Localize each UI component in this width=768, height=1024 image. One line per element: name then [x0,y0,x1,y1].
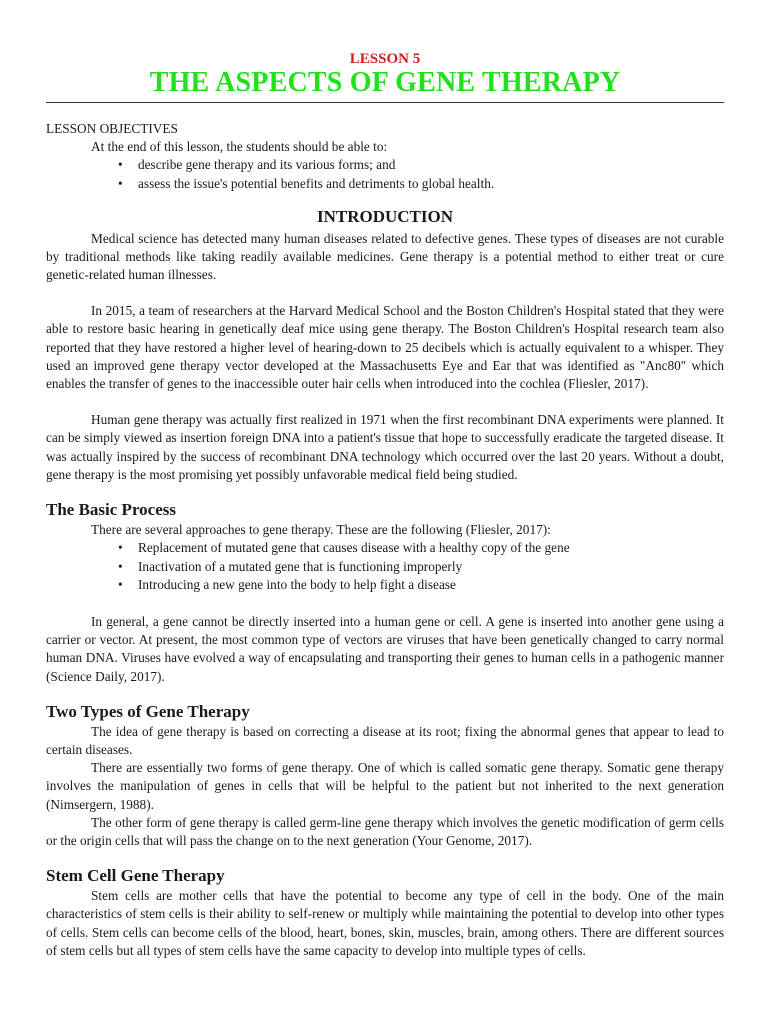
lesson-number: LESSON 5 [349,51,421,67]
list-item: • Replacement of mutated gene that causes disease with a healthy copy of the gene [118,539,724,558]
list-item: • assess the issue's potential benefits and detriments to global health. [118,175,724,194]
two-types-heading: Two Types of Gene Therapy [46,701,250,721]
document-page [46,0,724,960]
list-item: • describe gene therapy and its various forms; and [118,156,724,175]
objectives-list [46,156,724,193]
paragraph-gap [46,393,724,411]
objectives-intro: At the end of this lesson, the students should be able to: [91,139,388,155]
lesson-title: THE ASPECTS OF GENE THERAPY [149,67,621,98]
introduction-paragraph: In 2015, a team of researchers at the Harvard Medical School and the Boston Children's Hospital stated that they were able to restore basic hearing in genetically deaf mice using gene therapy. The Boston Children's Hospital research team also reported that they have restored a higher level of hearing-down to 25 decibels which is actually equivalent to a whisper. They used an improved gene therapy vector developed at the Massachusetts Eye and Ear that was identified as "Anc80" which enables the transfer of genes to the inaccessible outer hair cells when introduced into the cochlea (Fliesler, 2017). [46,303,724,392]
two-types-paragraph: The idea of gene therapy is based on correcting a disease at its root; fixing the abnormal genes that appear to lead to certain diseases. [46,723,724,758]
introduction-paragraph: Medical science has detected many human diseases related to defective genes. These types of diseases are not curable by traditional methods like taking readily available medicines. Gene therapy is a potential method to either treat or cure genetic-related human illnesses. [46,230,724,282]
basic-process-intro: There are several approaches to gene therapy. These are the following (Fliesler, 2017): [91,522,551,538]
basic-process-heading: The Basic Process [46,500,177,520]
stem-cell-paragraph: Stem cells are mother cells that have the potential to become any type of cell in the body. One of the main characteristics of stem cells is their ability to self-renew or multiply while maintaining the potential to develop into other types of cells. Stem cells can become cells of the blood, heart, bones, skin, muscles, brain, among others. There are different sources of stem cells but all types of stem cells have the same capacity to develop into multiple types of cells. [46,888,724,958]
basic-process-list [46,539,724,595]
two-types-paragraph: The other form of gene therapy is called germ-line gene therapy which involves the genetic modification of germ cells or the origin cells that will pass the change on to the next generation (Your Genome, 2017). [46,814,724,849]
stem-cell-heading: Stem Cell Gene Therapy [46,866,225,886]
list-item: • Introducing a new gene into the body to help fight a disease [118,576,724,595]
introduction-heading: INTRODUCTION [316,206,454,226]
paragraph-gap [46,284,724,302]
list-item: • Inactivation of a mutated gene that is functioning improperly [118,558,724,577]
title-divider [46,102,724,103]
objectives-heading: LESSON OBJECTIVES [46,121,178,136]
introduction-paragraph: Human gene therapy was actually first realized in 1971 when the first recombinant DNA experiments were planned. It can be simply viewed as insertion foreign DNA into a patient's tissue that hope to successfully eradicate the targeted disease. It was actually inspired by the success of recombinant DNA technology which occurred over the last 20 years. Without a doubt, gene therapy is the most promising yet possibly unfavorable medical field being studied. [46,412,724,482]
lesson-objectives [46,120,724,194]
two-types-paragraph: There are essentially two forms of gene therapy. One of which is called somatic gene therapy. Somatic gene therapy involves the manipulation of genes in cells that will be helpful to the patient but not inherited to the next generation (Nimsergern, 1988). [46,760,724,812]
basic-process-paragraph: In general, a gene cannot be directly inserted into a human gene or cell. A gene is inserted into another gene using a carrier or vector. At present, the most common type of vectors are viruses that have been genetically changed to carry normal human DNA. Viruses have evolved a way of encapsulating and transporting their genes to human cells in a pathogenic manner (Science Daily, 2017). [46,614,724,684]
paragraph-gap [46,595,724,613]
